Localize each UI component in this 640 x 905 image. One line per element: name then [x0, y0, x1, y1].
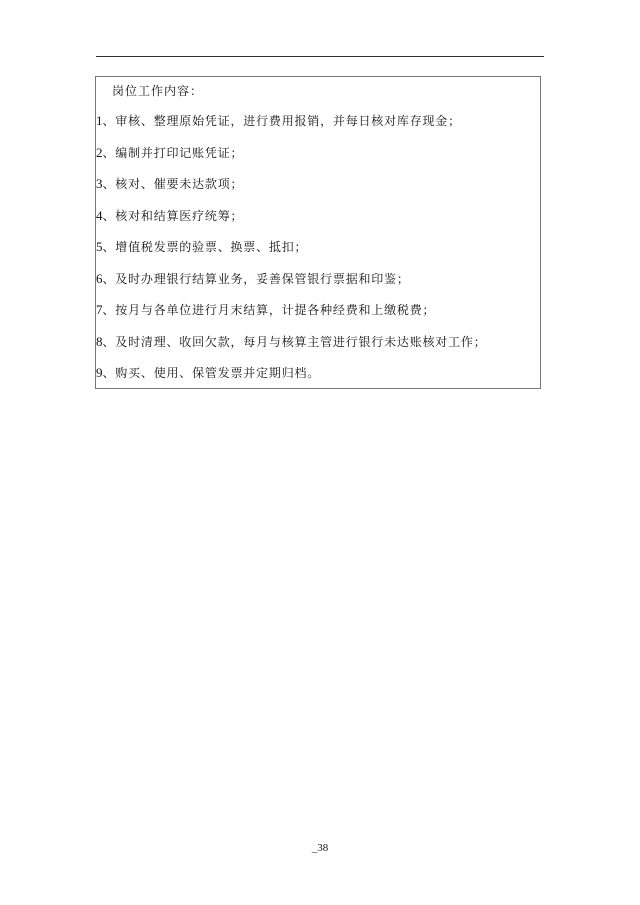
duty-item-2	[96, 145, 487, 177]
duty-text: 、及时办理银行结算业务，妥善保管银行票据和印鉴；	[102, 271, 410, 286]
duty-number: 6	[96, 270, 103, 286]
duty-number: 4	[96, 207, 103, 223]
duty-item-4	[96, 208, 487, 240]
duty-text: 、购买、使用、保管发票并定期归档。	[102, 366, 321, 380]
page-number: _38	[311, 842, 329, 854]
duty-number: 8	[96, 333, 103, 349]
duty-number: 9	[96, 365, 103, 380]
duty-item-9	[96, 365, 487, 397]
duty-text: 、核对、催要未达款项；	[102, 177, 244, 191]
duty-text: 、及时清理、收回欠款，每月与核算主管进行银行未达账核对工作；	[102, 334, 487, 349]
duty-number: 3	[96, 176, 103, 191]
duty-list	[96, 113, 487, 397]
duty-number: 1	[96, 113, 103, 128]
box-title: 岗位工作内容：	[112, 84, 204, 98]
duty-item-3	[96, 176, 487, 208]
duty-number: 7	[96, 302, 103, 317]
duty-number: 2	[96, 144, 103, 160]
duty-text: 、按月与各单位进行月末结算，计提各种经费和上缴税费；	[102, 303, 436, 317]
duty-text: 、增值税发票的验票、换票、抵扣；	[102, 240, 308, 254]
duty-item-7	[96, 302, 487, 334]
duty-text: 、核对和结算医疗统筹；	[102, 208, 244, 223]
duty-item-6	[96, 271, 487, 303]
duty-item-5	[96, 239, 487, 271]
duty-item-1	[96, 113, 487, 145]
job-content-box	[95, 76, 541, 389]
duty-item-8	[96, 334, 487, 366]
header-rule	[96, 56, 544, 57]
duty-number: 5	[96, 239, 103, 254]
duty-text: 、编制并打印记账凭证；	[102, 145, 244, 160]
duty-text: 、审核、整理原始凭证，进行费用报销，并每日核对库存现金；	[102, 114, 461, 128]
